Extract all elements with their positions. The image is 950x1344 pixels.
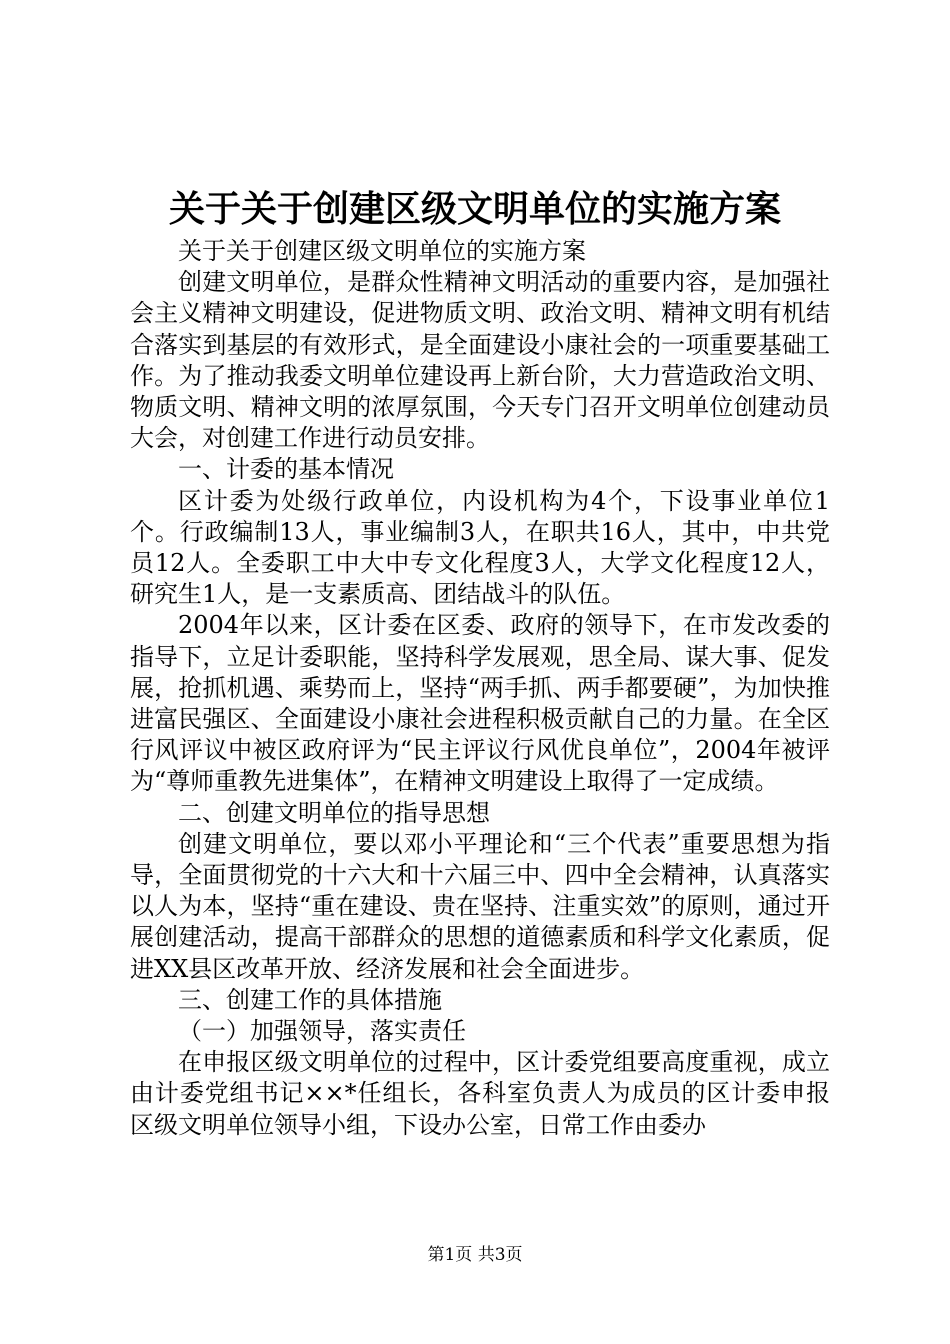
document-title: 关于关于创建区级文明单位的实施方案: [168, 188, 781, 230]
subsection-heading: （一）加强领导，落实责任: [178, 1017, 466, 1046]
document-body: [130, 236, 830, 1141]
section-heading: 三、创建工作的具体措施: [178, 985, 442, 1014]
body-paragraph: 创建文明单位，是群众性精神文明活动的重要内容，是加强社会主义精神文明建设，促进物质文明、政治文明、精神文明有机结合落实到基层的有效形式，是全面建设小康社会的一项重要基础工作。为了推动我委文明单位建设再上新台阶，大力营造政治文明、物质文明、精神文明的浓厚氛围，今天专门召开文明单位创建动员大会，对创建工作进行动员安排。: [130, 268, 830, 453]
body-paragraph: 2004年以来，区计委在区委、政府的领导下，在市发改委的指导下，立足计委职能，坚持科学发展观，思全局、谋大事、促发展，抢抓机遇、乘势而上，坚持“两手抓、两手都要硬”，为加快推进富民强区、全面建设小康社会进程积极贡献自己的力量。在全区行风评议中被区政府评为“民主评议行风优良单位”，2004年被评为“尊师重教先进集体”，在精神文明建设上取得了一定成绩。: [130, 611, 830, 796]
section-heading: 二、创建文明单位的指导思想: [178, 798, 490, 827]
body-paragraph: 创建文明单位，要以邓小平理论和“三个代表”重要思想为指导，全面贯彻党的十六大和十六届三中、四中全会精神，认真落实以人为本，坚持“重在建设、贵在坚持、注重实效”的原则，通过开展创建活动，提高干部群众的思想的道德素质和科学文化素质，促进XX县区改革开放、经济发展和社会全面进步。: [130, 829, 830, 983]
body-paragraph: 关于关于创建区级文明单位的实施方案: [178, 237, 586, 265]
body-paragraph: 区计委为处级行政单位，内设机构为4个，下设事业单位1个。行政编制13人，事业编制3人，在职共16人，其中，中共党员12人。全委职工中大中专文化程度3人，大学文化程度12人，研究生1人，是一支素质高、团结战斗的队伍。: [130, 486, 830, 609]
section-heading: 一、计委的基本情况: [178, 455, 394, 484]
body-paragraph: 在申报区级文明单位的过程中，区计委党组要高度重视，成立由计委党组书记××*任组长，各科室负责人为成员的区计委申报区级文明单位领导小组，下设办公室，日常工作由委办: [130, 1048, 830, 1139]
page-number-footer: 第1页 共3页: [427, 1245, 523, 1265]
